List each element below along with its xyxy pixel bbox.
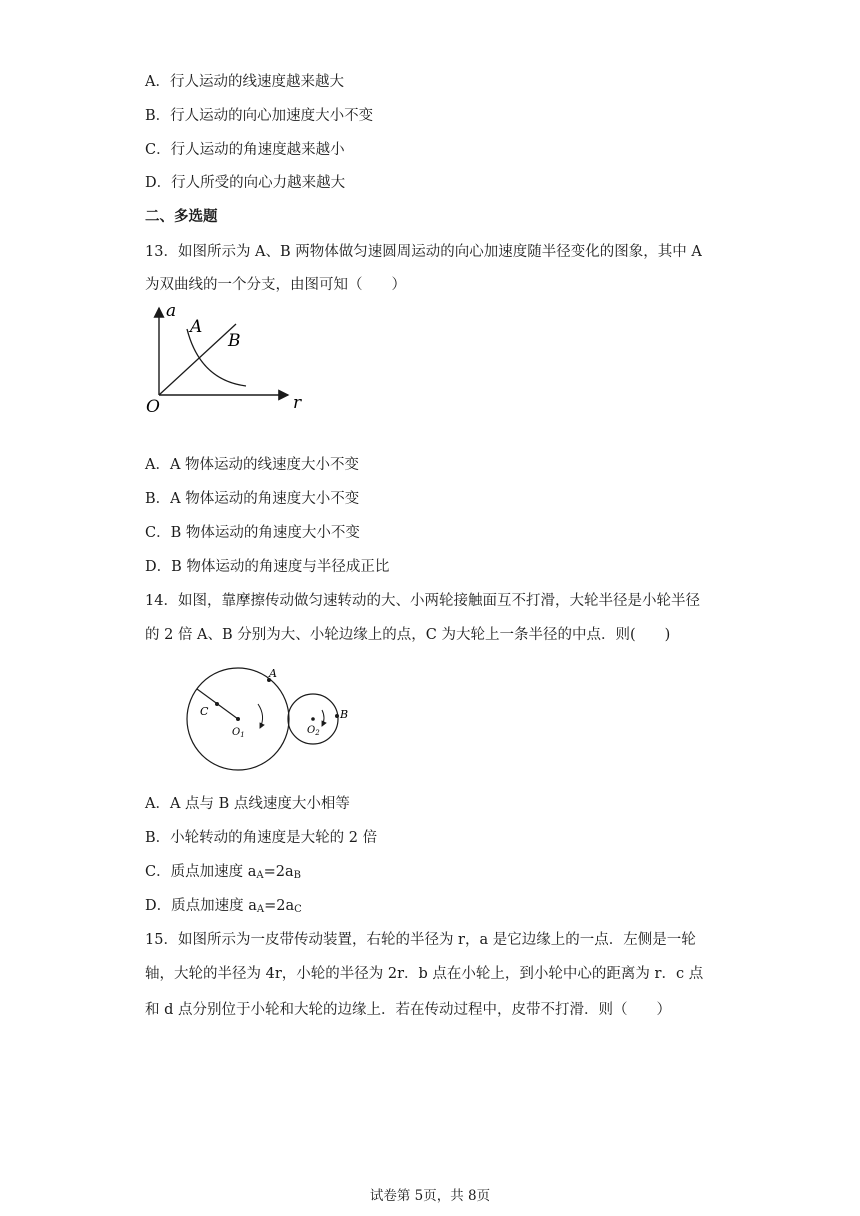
y-axis-label: a — [166, 301, 177, 321]
q13-option-d: D．B 物体运动的角速度与半径成正比 — [145, 559, 390, 575]
center-o1 — [236, 717, 240, 721]
q13-stem-line1: 13．如图所示为 A、B 两物体做匀速圆周运动的向心加速度随半径变化的图象，其中 A — [145, 244, 702, 260]
q13-option-a: A．A 物体运动的线速度大小不变 — [145, 457, 360, 473]
q14-stem-line2: 的 2 倍 A、B 分别为大、小轮边缘上的点，C 为大轮上一条半径的中点．则( ) — [145, 627, 671, 643]
q12-option-a: A．行人运动的线速度越来越大 — [145, 74, 344, 90]
x-axis-label: r — [293, 393, 302, 413]
origin-label: O — [146, 397, 160, 417]
q14-option-d: D．质点加速度 $a_A=2a_C$ — [145, 898, 302, 915]
q14-option-a: A．A 点与 B 点线速度大小相等 — [145, 796, 350, 812]
label-o2: $O_2$ — [307, 725, 320, 737]
q13-option-b: B．A 物体运动的角速度大小不变 — [145, 491, 360, 507]
point-c — [215, 702, 219, 706]
q13-stem-line2: 为双曲线的一个分支，由图可知（ ） — [145, 277, 406, 293]
q12-option-b: B．行人运动的向心加速度大小不变 — [145, 108, 374, 124]
q15-stem-line2: 轴，大轮的半径为 4r，小轮的半径为 2r．b 点在小轮上，到小轮中心的距离为 r．c 点 — [145, 966, 704, 982]
label-c: C — [200, 705, 209, 718]
q14-option-c: C．质点加速度 $a_A=2a_B$ — [145, 864, 301, 881]
small-wheel-rotation-arrow — [322, 710, 324, 726]
q13-option-c: C．B 物体运动的角速度大小不变 — [145, 525, 360, 541]
q14-wheels-figure — [180, 660, 360, 775]
q13-graph — [140, 300, 320, 420]
page-footer: 试卷第 5页，共 8页 — [369, 1188, 491, 1204]
section-heading-multiple-choice: 二、多选题 — [145, 208, 218, 225]
label-b: B — [340, 708, 349, 721]
line-b-label: B — [228, 331, 241, 351]
point-b — [335, 714, 339, 718]
q12-option-d: D．行人所受的向心力越来越大 — [145, 175, 346, 191]
q12-option-c: C．行人运动的角速度越来越小 — [145, 142, 345, 158]
q15-stem-line1: 15．如图所示为一皮带传动装置，右轮的半径为 r，a 是它边缘上的一点．左侧是一轮 — [145, 932, 696, 948]
label-o1: $O_1$ — [232, 727, 245, 739]
q14-stem-line1: 14．如图，靠摩擦传动做匀速转动的大、小两轮接触面互不打滑，大轮半径是小轮半径 — [145, 593, 700, 609]
label-a: A — [269, 667, 277, 680]
large-wheel-rotation-arrow — [258, 704, 263, 728]
center-o2 — [311, 717, 315, 721]
q14-option-b: B．小轮转动的角速度是大轮的 2 倍 — [145, 830, 378, 846]
q15-stem-line3: 和 d 点分别位于小轮和大轮的边缘上．若在传动过程中，皮带不打滑．则（ ） — [145, 1002, 671, 1018]
curve-a-label: A — [190, 317, 203, 337]
